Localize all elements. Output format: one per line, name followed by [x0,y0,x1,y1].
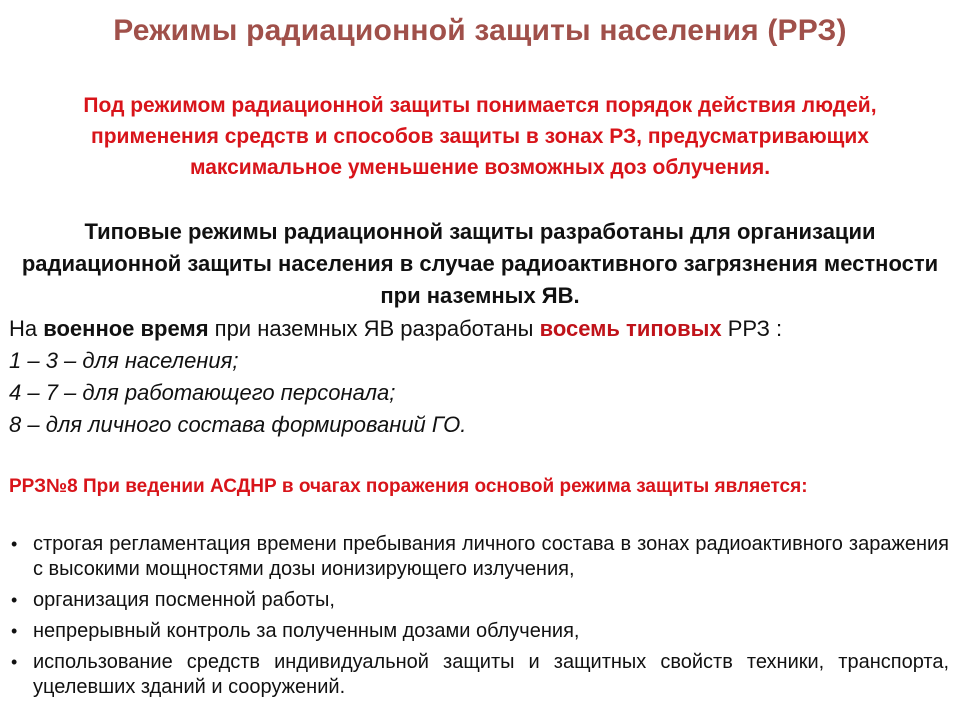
modes-list [9,345,949,441]
bullet-dot-icon: • [11,652,18,672]
bullet-item [9,619,949,644]
bullet-text: использование средств индивидуальной защиты и защитных свойств техники, транспорта, уцелевших зданий и сооружений. [33,651,949,698]
bullet-item [9,532,949,582]
bullet-dot-icon: • [11,534,18,554]
wartime-intro-line [9,313,954,345]
mode-item: 8 – для личного состава формирований ГО. [9,412,467,437]
definition-paragraph: Под режимом радиационной защиты понимается порядок действия людей, применения средств и способов защиты в зонах РЗ, предусматривающих максимальное уменьшение возможных доз облучения. [83,94,877,179]
mode-item: 1 – 3 – для населения; [9,348,239,373]
bullet-item [9,588,949,613]
intro-text-1: На [9,316,44,341]
bullet-dot-icon: • [11,590,18,610]
rrz8-heading: РРЗ№8 При ведении АСДНР в очагах поражения основой режима защиты является: [9,476,808,497]
rrz8-bullet-list [9,532,949,706]
bullet-text: непрерывный контроль за полученным дозами облучения, [33,620,580,642]
intro-bold-wartime: военное время [43,316,209,341]
bullet-text: организация посменной работы, [33,589,335,611]
bullet-dot-icon: • [11,621,18,641]
intro-text-2: при наземных ЯВ разработаны [208,316,540,341]
page-title: Режимы радиационной защиты населения (РРЗ) [113,14,847,47]
intro-bold-eight: восемь типовых [539,316,722,341]
bullet-item [9,650,949,700]
intro-text-3: РРЗ : [721,316,783,341]
typical-modes-paragraph: Типовые режимы радиационной защиты разработаны для организации радиационной защиты населения в случае радиоактивного загрязнения местности при наземных ЯВ. [21,219,939,308]
bullet-text: строгая регламентация времени пребывания личного состава в зонах радиоактивного заражения с высокими мощностями дозы ионизирующего излучения, [33,533,949,580]
mode-item: 4 – 7 – для работающего персонала; [9,380,396,405]
